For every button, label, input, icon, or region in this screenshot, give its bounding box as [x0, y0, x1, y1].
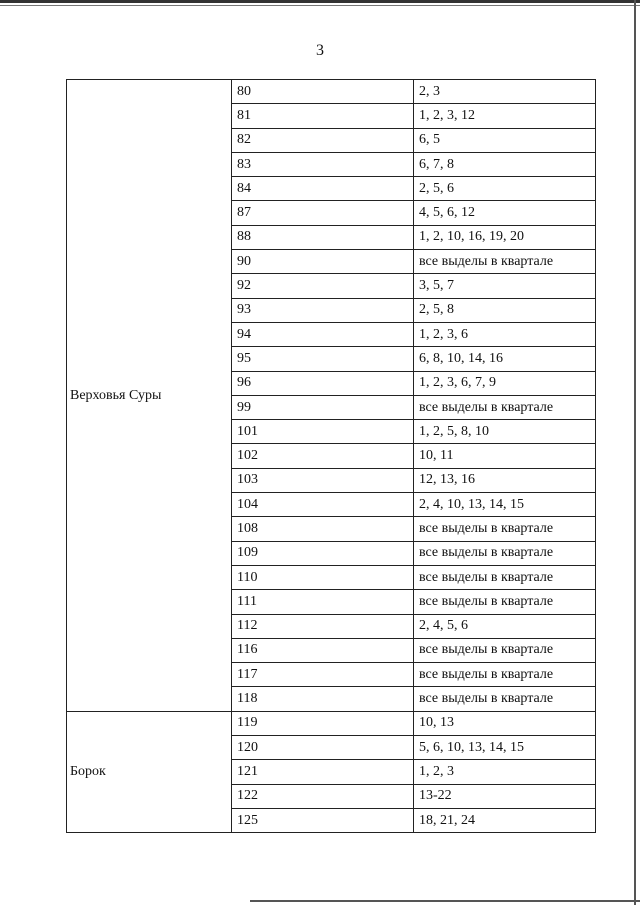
- plots-cell: 18, 21, 24: [414, 808, 596, 832]
- quarter-number-cell: 110: [232, 565, 414, 589]
- quarter-number-cell: 90: [232, 250, 414, 274]
- plots-cell: 1, 2, 3: [414, 760, 596, 784]
- plots-cell: все выделы в квартале: [414, 395, 596, 419]
- plots-cell: 1, 2, 3, 6: [414, 322, 596, 346]
- plots-cell: все выделы в квартале: [414, 687, 596, 711]
- plots-cell: 1, 2, 5, 8, 10: [414, 420, 596, 444]
- quarter-number-cell: 120: [232, 736, 414, 760]
- quarter-number-cell: 87: [232, 201, 414, 225]
- table-row: [67, 711, 596, 735]
- right-border-line: [634, 0, 636, 905]
- plots-cell: 12, 13, 16: [414, 468, 596, 492]
- quarter-number-cell: 102: [232, 444, 414, 468]
- quarter-number-cell: 121: [232, 760, 414, 784]
- plots-cell: 2, 4, 5, 6: [414, 614, 596, 638]
- quarter-number-cell: 118: [232, 687, 414, 711]
- plots-cell: 10, 13: [414, 711, 596, 735]
- plots-cell: 6, 7, 8: [414, 152, 596, 176]
- plots-cell: 3, 5, 7: [414, 274, 596, 298]
- plots-cell: 2, 3: [414, 80, 596, 104]
- quarter-number-cell: 104: [232, 493, 414, 517]
- plots-cell: 1, 2, 3, 12: [414, 104, 596, 128]
- plots-cell: 2, 5, 8: [414, 298, 596, 322]
- quarter-number-cell: 83: [232, 152, 414, 176]
- quarter-number-cell: 93: [232, 298, 414, 322]
- plots-cell: 5, 6, 10, 13, 14, 15: [414, 736, 596, 760]
- plots-cell: все выделы в квартале: [414, 517, 596, 541]
- quarter-number-cell: 103: [232, 468, 414, 492]
- plots-cell: 6, 5: [414, 128, 596, 152]
- table-body: [67, 80, 596, 833]
- plots-cell: 10, 11: [414, 444, 596, 468]
- quarter-number-cell: 81: [232, 104, 414, 128]
- plots-cell: 4, 5, 6, 12: [414, 201, 596, 225]
- top-border-line: [0, 0, 640, 3]
- plots-cell: все выделы в квартале: [414, 590, 596, 614]
- quarter-number-cell: 108: [232, 517, 414, 541]
- quarter-number-cell: 116: [232, 638, 414, 662]
- top-border-line-thin: [0, 5, 640, 6]
- quarter-number-cell: 84: [232, 177, 414, 201]
- plots-cell: все выделы в квартале: [414, 565, 596, 589]
- quarter-number-cell: 125: [232, 808, 414, 832]
- plots-cell: 1, 2, 3, 6, 7, 9: [414, 371, 596, 395]
- page-number: 3: [316, 42, 324, 59]
- plots-cell: 2, 4, 10, 13, 14, 15: [414, 493, 596, 517]
- plots-cell: все выделы в квартале: [414, 663, 596, 687]
- quarter-number-cell: 80: [232, 80, 414, 104]
- quarter-number-cell: 117: [232, 663, 414, 687]
- bottom-border-line: [250, 900, 640, 902]
- quarter-number-cell: 111: [232, 590, 414, 614]
- quarter-number-cell: 96: [232, 371, 414, 395]
- quarter-number-cell: 82: [232, 128, 414, 152]
- quarter-number-cell: 122: [232, 784, 414, 808]
- quarter-number-cell: 101: [232, 420, 414, 444]
- plots-cell: 2, 5, 6: [414, 177, 596, 201]
- quarter-number-cell: 95: [232, 347, 414, 371]
- plots-cell: 6, 8, 10, 14, 16: [414, 347, 596, 371]
- plots-cell: все выделы в квартале: [414, 638, 596, 662]
- plots-cell: все выделы в квартале: [414, 250, 596, 274]
- region-name-cell: Борок: [67, 711, 232, 832]
- plots-cell: 13-22: [414, 784, 596, 808]
- quarter-number-cell: 94: [232, 322, 414, 346]
- quarter-number-cell: 109: [232, 541, 414, 565]
- table-row: [67, 80, 596, 104]
- quarter-number-cell: 88: [232, 225, 414, 249]
- quarter-number-cell: 112: [232, 614, 414, 638]
- quarter-number-cell: 119: [232, 711, 414, 735]
- plots-cell: 1, 2, 10, 16, 19, 20: [414, 225, 596, 249]
- quarter-number-cell: 92: [232, 274, 414, 298]
- forest-plots-table: [66, 79, 596, 833]
- plots-cell: все выделы в квартале: [414, 541, 596, 565]
- region-name-cell: Верховья Суры: [67, 80, 232, 712]
- quarter-number-cell: 99: [232, 395, 414, 419]
